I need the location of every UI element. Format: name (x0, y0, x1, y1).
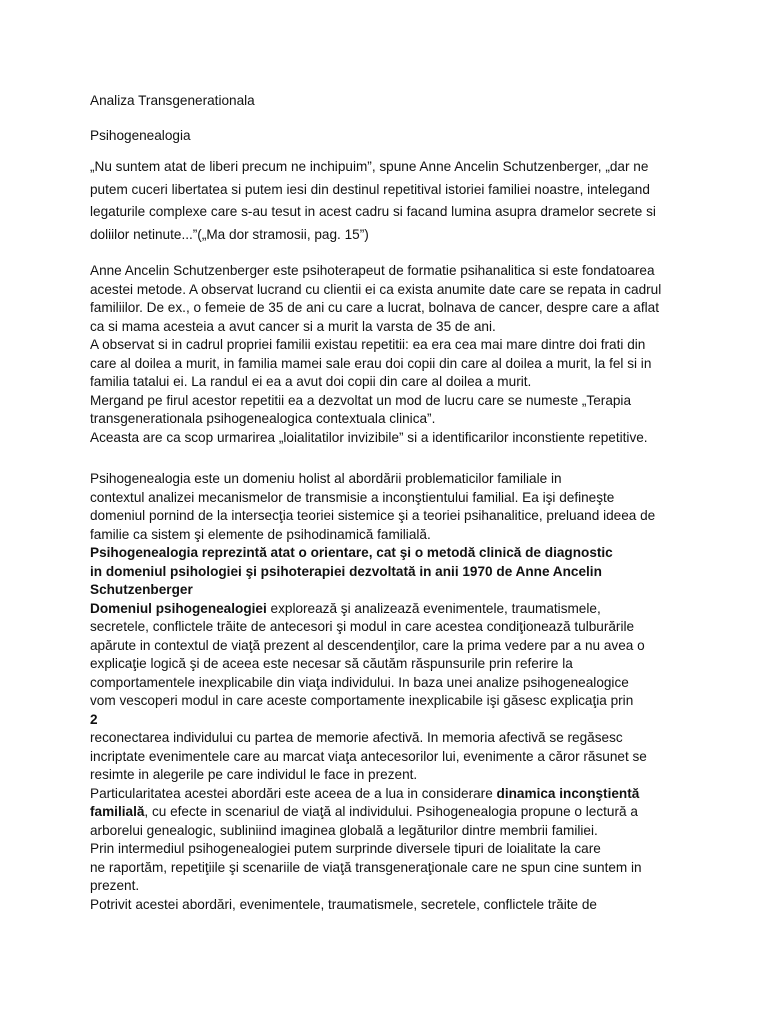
quote-line: doliilor netinute...”(„Ma dor stramosii, pag. 15”) (90, 226, 369, 242)
body-line: Prin intermediul psihogenealogiei putem surprinde diversele tipuri de loialitate la care (90, 841, 601, 856)
body-line: comportamentele inexplicabile din viaţa individului. In baza unei analize psihogenealogice (90, 674, 629, 690)
quote-paragraph (90, 156, 690, 246)
body-line: Schutzenberger (90, 582, 193, 597)
body-line: Psihogenealogia este un domeniu holist al abordării problematicilor familiale in (90, 471, 562, 486)
body-line: secretele, conflictele trăite de antecesori şi modul in care acestea condiţionează tulburările (90, 619, 635, 634)
body-line: Potrivit acestei abordări, evenimentele, traumatismele, secretele, conflictele trăite de (90, 896, 597, 912)
intro-line: ca si mama acesteia a avut cancer si a murit la varsta de 35 de ani. (90, 318, 496, 334)
intro-line: Aceasta are ca scop urmarirea „loialitatilor invizibile” si a identificarilor inconstiente repetitive. (90, 429, 648, 445)
body-line: Particularitatea acestei abordări este aceea de a lua in considerare dinamica inconştientă (90, 785, 640, 801)
body-line: familială, cu efecte in scenariul de viaţă al individului. Psihogenealogia propune o lectură a (90, 804, 638, 819)
intro-line: familiilor. De ex., o femeie de 35 de ani cu care a lucrat, bolnava de cancer, despre care a aflat (90, 300, 659, 315)
body-line: arborelui genealogic, subliniind imaginea globală a legăturilor dintre membrii familiei. (90, 822, 598, 838)
body-line: resimte in alegerile pe care individul le face in prezent. (90, 767, 418, 782)
body-line: ne raportăm, repetiţiile şi scenariile de viaţă transgeneraţionale care ne spun cine suntem in (90, 859, 642, 875)
body-line: incriptate evenimentele care au marcat viaţa antecesorilor lui, evenimente a căror răsunet se (90, 748, 647, 764)
intro-paragraph (90, 262, 690, 447)
body-line: prezent. (90, 878, 140, 893)
body-line: in domeniul psihologiei şi psihoterapiei dezvoltată in anii 1970 de Anne Ancelin (90, 563, 602, 579)
intro-line: Anne Ancelin Schutzenberger este psihoterapeut de formatie psihanalitica si este fondatoarea (90, 263, 655, 278)
body-line: Psihogenealogia reprezintă atat o orientare, cat şi o metodă clinică de diagnostic (90, 545, 613, 560)
body-line: contextul analizei mecanismelor de transmisie a inconştientului familial. Ea işi defineşte (90, 489, 615, 505)
body-line: Domeniul psihogenealogiei explorează şi analizează evenimentele, traumatismele, (90, 600, 601, 616)
quote-line: putem cuceri libertatea si putem iesi din destinul repetitival istoriei familiei noastre, intelegand (90, 181, 650, 197)
body-line: apărute in contextul de viaţă prezent al descendenţilor, care la prima vedere par a nu avea o (90, 637, 645, 653)
intro-line: transgenerationala psihogenealogica contextuala clinica”. (90, 411, 436, 426)
intro-line: A observat si in cadrul propriei familii existau repetitii: ea era cea mai mare dintre doi frati din (90, 337, 646, 352)
document-subtitle: Psihogenealogia (90, 128, 191, 143)
body-line: explicaţie logică şi de aceea este necesar să căutăm răspunsurile prin referire la (90, 656, 573, 671)
intro-line: acestei metode. A observat lucrand cu clientii ei ca exista anumite date care se repata in cadrul (90, 281, 662, 297)
intro-line: care al doilea a murit, in familia mamei sale erau doi copii din care al doilea a murit, la fel si in (90, 355, 652, 371)
page-number: 2 (90, 711, 98, 727)
body-line: domeniul pornind de la intersecţia teoriei sistemice şi a teoriei psihanalitice, preluand ideea de (90, 508, 656, 523)
intro-line: familia tatalui ei. La randul ei ea a avut doi copii din care al doilea a murit. (90, 374, 532, 389)
document-title: Analiza Transgenerationala (90, 93, 255, 108)
body-line: familie ca sistem şi elemente de psihodinamică familială. (90, 526, 431, 542)
intro-line: Mergand pe firul acestor repetitii ea a dezvoltat un mod de lucru care se numeste „Terapia (90, 392, 632, 408)
body-line: reconectarea individului cu partea de memorie afectivă. In memoria afectivă se regăsesc (90, 730, 623, 745)
body-line: vom vescoperi modul in care aceste comportamente inexplicabile işi găsesc explicaţia prin (90, 693, 634, 708)
quote-line: legaturile complexe care s-au tesut in acest cadru si facand lumina asupra dramelor secrete si (90, 204, 656, 219)
body-paragraphs (90, 470, 690, 914)
quote-line: „Nu suntem atat de liberi precum ne inchipuim”, spune Anne Ancelin Schutzenberger, „dar ne (90, 159, 649, 174)
